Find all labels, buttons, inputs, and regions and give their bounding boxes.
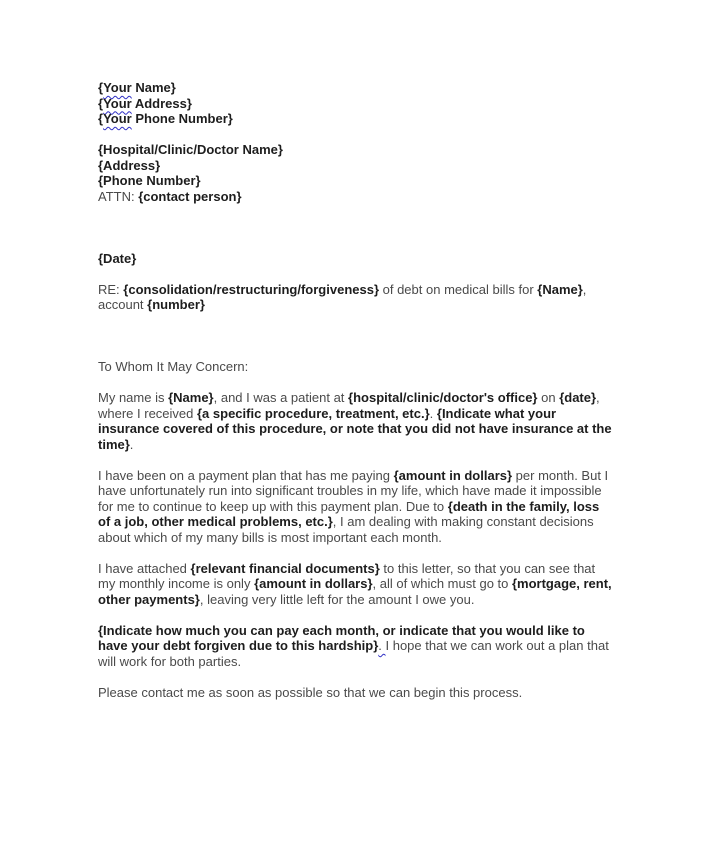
letter-text: . [129, 436, 134, 452]
placeholder-text: {Hospital/Clinic/Doctor Name} [98, 142, 283, 157]
placeholder-text: {Name} [168, 390, 214, 405]
placeholder-text: {amount in dollars} [254, 576, 373, 591]
letter-text: , where I received [98, 390, 600, 421]
letter-text: I have been on a payment plan that has me paying [98, 467, 394, 483]
letter-text: . [429, 405, 437, 421]
placeholder-text: {number} [147, 297, 205, 312]
placeholder-text: {consolidation/restructuring/forgiveness} [123, 281, 380, 297]
placeholder-text: Your [103, 80, 132, 95]
letter-text: per month. But I have unfortunately run into significant troubles in my life, which have made it impossible for me to continue to keep up with this payment plan. Due to [98, 467, 609, 514]
sender-name-line [98, 80, 614, 96]
placeholder-text: Your [103, 95, 132, 111]
paragraph-closing-request [98, 685, 614, 701]
attn-line [98, 189, 614, 205]
recipient-phone-line [98, 173, 614, 189]
paragraph-payment-proposal [98, 623, 614, 670]
letter-text: My name is [98, 390, 169, 405]
letter-content [98, 80, 614, 700]
placeholder-text: {hospital/clinic/doctor's office} [348, 390, 538, 405]
placeholder-text: Your [103, 111, 132, 126]
recipient-address-line [98, 158, 614, 174]
sender-address-line [98, 96, 614, 112]
letter-text: , leaving very little left for the amount I owe you. [199, 591, 475, 607]
placeholder-text: Address} [131, 95, 192, 111]
placeholder-text: {Address} [98, 157, 161, 173]
salutation-line [98, 359, 614, 375]
letter-text: To Whom It May Concern: [98, 359, 249, 374]
placeholder-text: {relevant financial documents} [190, 560, 380, 576]
recipient-block [98, 142, 614, 204]
placeholder-text: {Indicate what your insurance covered of this procedure, or note that you did not have insurance at the time} [98, 405, 612, 452]
placeholder-text: {Date} [98, 250, 137, 266]
letter-text: Please contact me as soon as possible so that we can begin this process. [98, 684, 523, 700]
placeholder-text: {date} [559, 390, 597, 405]
letter-text: of debt on medical bills for [379, 281, 538, 297]
placeholder-text: {contact person} [138, 188, 242, 204]
subject-line [98, 282, 614, 313]
placeholder-text: {amount in dollars} [393, 467, 513, 483]
letter-text: on [537, 390, 560, 405]
date-line [98, 251, 614, 267]
letter-text: I hope that we can work out a plan that will work for both parties. [98, 638, 609, 669]
letter-text: . [378, 638, 386, 653]
placeholder-text: {mortgage, rent, other payments} [98, 576, 612, 607]
placeholder-text: { [98, 80, 104, 95]
placeholder-text: {death in the family, loss of a job, other medical problems, etc.} [98, 498, 600, 529]
placeholder-text: {Indicate how much you can pay each month, or indicate that you would like to have your debt forgiven due to this hardship} [98, 622, 585, 653]
placeholder-text: {a specific procedure, treatment, etc.} [197, 405, 430, 421]
sender-block [98, 80, 614, 127]
placeholder-text: { [98, 95, 104, 111]
letter-text: , I am dealing with making constant decisions about which of my many bills is most important each month. [98, 514, 594, 545]
letter-text: RE: [98, 281, 124, 297]
recipient-name-line [98, 142, 614, 158]
paragraph-financial-documents [98, 561, 614, 608]
letter-text: I have attached [98, 560, 191, 576]
placeholder-text: { [98, 111, 104, 126]
letter-text: , and I was a patient at [213, 390, 349, 405]
sender-phone-line [98, 111, 614, 127]
letter-text: , all of which must go to [372, 576, 512, 591]
placeholder-text: {Phone Number} [98, 173, 201, 188]
letter-text: ATTN: [98, 188, 139, 204]
paragraph-patient-intro [98, 390, 614, 452]
letter-text: , account [98, 281, 587, 312]
letter-text: to this letter, so that you can see that my monthly income is only [98, 560, 596, 591]
placeholder-text: Name} [131, 80, 176, 95]
placeholder-text: Phone Number} [131, 111, 233, 126]
placeholder-text: {Name} [537, 281, 583, 297]
paragraph-payment-plan-hardship [98, 468, 614, 546]
